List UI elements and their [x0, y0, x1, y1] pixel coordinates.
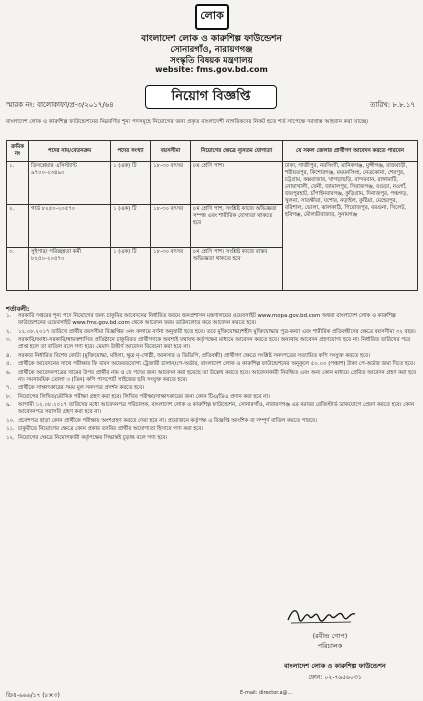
- signatory-phone: ফোন: ০২-৭৬৫৬০৩১: [308, 674, 362, 681]
- notice-date: তারিখ: ৮.৮.১৭: [370, 101, 415, 109]
- condition-item: [6, 385, 418, 392]
- table-header: ক্রমিক নং: [7, 141, 29, 162]
- condition-text: সরকারি/আধা-সরকারি/স্বায়ত্তশাসিত প্রতিষ্ঠানে চাকুরিরত প্রার্থীগণকে অবশ্যই যথাযথ কর্তৃপক্ষের মাধ্যমে আবেদন করতে হবে। অন্যথায় আবেদন গ্রহণযোগ্য হবে না। নির্ধারিত তারিখের পরে প্রাপ্ত হলে তা বাতিল বলে গণ্য হবে। মেয়াদ উত্তীর্ণ আবেদন বিবেচনা করা হবে না।: [18, 337, 411, 350]
- conditions-list: [6, 313, 418, 443]
- table-cell: ১ (এক) টি: [111, 162, 151, 205]
- condition-number: ১.: [6, 313, 12, 319]
- signatory-name: (রবীন্দ্র গোপ): [312, 632, 348, 640]
- table-cell: ১৮-৩০ বৎসর: [151, 162, 191, 205]
- table-cell: ৮ম শ্রেণি পাশ।: [191, 162, 283, 205]
- ministry-name: সংস্কৃতি বিষয়ক মন্ত্রণালয়: [170, 56, 253, 66]
- condition-number: ৯.: [6, 402, 12, 408]
- condition-text: সরকারি দপ্তরের শূন্য পদে নিয়োগের জন্য চাকুরির আবেদনের নির্ধারিত ফরমে জনপ্রশাসন মন্ত্রণালয়ের ওয়েবসাইট www.mopa.gov.bd.com অথবা বাংলাদেশ লোক ও কারুশিল্প ফাউন্ডেশনের ওয়েবসাইট www.fms.gov.bd.com থেকে আবেদন ফরম ডাউনলোড করে আবেদন করতে হবে।: [18, 313, 396, 326]
- condition-text: চাকুরীতে নিয়োগের ক্ষেত্রে কোন প্রকার তদবির প্রার্থীর অযোগ্যতা হিসাবে গণ্য করা হবে।: [18, 426, 204, 432]
- condition-item: [6, 394, 418, 401]
- condition-item: [6, 337, 418, 351]
- foundation-logo: [195, 4, 229, 30]
- condition-number: ৩.: [6, 337, 12, 343]
- table-header: পদের সংখ্যা: [111, 141, 151, 162]
- table-header-row: [7, 141, 418, 162]
- table-cell: ৩.: [7, 248, 29, 291]
- condition-text: প্রবেশপত্র ছাড়া কোন প্রার্থীকে পরীক্ষায় অংশগ্রহণ করতে দেয়া হবে না। প্রয়োজনে কর্তৃপক্ষ এ বিজ্ঞপ্তি আংশিক বা সম্পূর্ণ বাতিল করতে পারবে।: [18, 417, 317, 424]
- handwritten-signature: [285, 604, 357, 626]
- condition-number: ৭.: [6, 385, 12, 391]
- table-cell: ১ (এক) টি: [111, 248, 151, 291]
- org-name: বাংলাদেশ লোক ও কারুশিল্প ফাউন্ডেশন: [141, 34, 282, 44]
- contact-email: E-mail: director.a@...: [240, 690, 293, 696]
- condition-item: [6, 313, 418, 327]
- table-cell: ৮ম শ্রেণি পাশ। সংশ্লিষ্ট কাজে বাস্তব অভিজ্ঞতা থাকতে হবে: [191, 248, 283, 291]
- condition-item: [6, 418, 418, 425]
- condition-item: [6, 329, 418, 336]
- memo-number: স্মারক নং: বালোকাফা/প্র-৩/২০১৭/৬৪: [6, 101, 114, 109]
- eligible-districts: ঢাকা, গাজীপুর, নরসিংদী, মানিকগঞ্জ, মুন্সীগঞ্জ, রাজবাড়ী, শরীয়তপুর, কিশোরগঞ্জ, ময়মনসিংহ, নেত্রকোনা, শেরপুর, চট্টগ্রাম, কক্সবাজার, খাগড়াছড়ি, বান্দরবান, রাঙ্গামাটি, নোয়াখালী, ফেনী, জামালপুর, সিরাজগঞ্জ, বগুড়া, নওগাঁ, জয়পুরহাট, চাঁপাইনবাবগঞ্জ, কুড়িগ্রাম, দিনাজপুর, পঞ্চগড়, খুলনা, সাতক্ষীরা, যশোর, নড়াইল, কুষ্টিয়া, মেহেরপুর, বরিশাল, ভোলা, ঝালকাঠি, পিরোজপুর, বরগুনা, সিলেট, হবিগঞ্জ, মৌলভীবাজার, সুনামগঞ্জ: [283, 162, 418, 291]
- table-row: [7, 162, 418, 205]
- condition-number: ৮.: [6, 393, 12, 400]
- advertisement-code: ডিএ-৬৬৬/১৭ (৮×৩): [6, 692, 60, 699]
- condition-number: ৫.: [6, 361, 12, 367]
- org-location: সোনারগাঁও, নারায়ণগঞ্জ: [170, 45, 253, 55]
- condition-item: [6, 361, 418, 368]
- intro-text: বাংলাদেশ লোক ও কারুশিল্প ফাউন্ডেশনের নিম্নবর্ণিত শূন্য পদসমূহে নিয়োগের জন্য প্রকৃত বাংলাদেশী নাগরিকদের নিকট হতে শর্ত সাপেক্ষে দরখাস্ত আহবান করা যাচ্ছে।: [6, 119, 369, 125]
- condition-text: ১২.০৮.২০১৭ তারিখে প্রার্থীর বয়সসীমা বিজ্ঞপ্তির ৩নং কলামে বর্ণনা অনুযায়ী হতে হবে। তবে মুক্তিযোদ্ধা/শহীদ মুক্তিযোদ্ধার পুত্র-কন্যা এবং শারীরিক প্রতিবন্ধীদের ক্ষেত্রে বয়সসীমা ৩২ বছর।: [18, 328, 416, 335]
- logo-text: লোক: [200, 9, 224, 22]
- condition-item: [6, 426, 418, 433]
- website: website: fms.gov.bd.com: [155, 65, 268, 74]
- table-cell: ডিসপ্লেয়ার এসিস্ট্যান্ট ৯৭০০-২৩৪৯০: [29, 162, 111, 205]
- condition-number: ৪.: [6, 352, 12, 359]
- condition-text: আগামী ১২.০৮.২০১৭ তারিখের মধ্যে আবেদনপত্র পরিচালক, বাংলাদেশ লোক ও কারুশিল্প ফাউন্ডেশন, সোনারগাঁও, নারায়ণগঞ্জ এর বরাবর রেজিস্টার্ড ডাকযোগে প্রেরণ করতে হবে। কোন আবেদনপত্র সরাসরি গ্রহণ করা হবে না।: [18, 402, 415, 415]
- condition-item: [6, 370, 418, 384]
- vacancy-table: [6, 140, 418, 291]
- condition-text: সরকার নির্ধারিত বিশেষ কোটা (মুক্তিযোদ্ধা, মহিলা, ক্ষুদ্র নৃ-গোষ্ঠী, আনসার ও ভিডিপি, প্রতিবন্ধী) প্রার্থীগণ ক্ষেত্রে সংশ্লিষ্ট সনদপত্রের সত্যায়িত কপি সংযুক্ত করতে হবে।: [18, 352, 370, 359]
- conditions-title: শর্তাবলী:: [6, 305, 30, 313]
- condition-text: নিয়োগের ক্ষেত্রে নিয়োগকারী কর্তৃপক্ষের সিদ্ধান্তই চূড়ান্ত বলে গণ্য হবে।: [18, 434, 168, 441]
- condition-number: ১০.: [6, 417, 15, 424]
- condition-number: ১১.: [6, 426, 15, 432]
- table-cell: ৮ম শ্রেণি পাশ, সংশ্লিষ্ট কাজে অভিজ্ঞতা সম্পন্ন এবং শারীরিক যোগ্যতা থাকতে হবে: [191, 205, 283, 248]
- condition-item: [6, 402, 418, 416]
- table-header: নিয়োগের ক্ষেত্রে ন্যূনতম যোগ্যতা: [191, 141, 283, 162]
- notice-title: নিয়োগ বিজ্ঞপ্তি: [145, 85, 277, 109]
- table-cell: ১ (এক) টি: [111, 205, 151, 248]
- condition-item: [6, 353, 418, 360]
- condition-number: ২.: [6, 328, 12, 335]
- table-cell: ১৮-৩০ বৎসর: [151, 205, 191, 248]
- signatory-title: পরিচালক: [317, 642, 343, 650]
- condition-number: ৬.: [6, 369, 12, 376]
- table-cell: সুইপার/ পরিচ্ছন্নতা কর্মী ৮২৫০-২০৫৭০: [29, 248, 111, 291]
- condition-item: [6, 435, 418, 442]
- table-header: বয়সসীমা: [151, 141, 191, 162]
- table-header: যে সকল জেলার প্রার্থীগণ আবেদন করতে পারবেন: [283, 141, 418, 162]
- signatory-org: বাংলাদেশ লোক ও কারুশিল্প ফাউন্ডেশন: [284, 662, 386, 670]
- table-cell: ১.: [7, 162, 29, 205]
- table-cell: ১৮-৩০ বৎসর: [151, 248, 191, 291]
- condition-text: প্রার্থীকে আবেদনের সাথে পরীক্ষার ফি বাবদ অফেরতযোগ্য ট্রেজারী চালান/পে-অর্ডার, বাংলাদেশ লোক ও কারুশিল্প ফাউন্ডেশনের অনুকূলে ৫০.০০ (পঞ্চাশ) টাকা পে-অর্ডার জমা দিতে হবে।: [18, 361, 415, 367]
- table-cell: ২.: [7, 205, 29, 248]
- condition-text: প্রার্থীকে সাক্ষাৎকারের সময় মূল সনদপত্র প্রদর্শন করতে হবে।: [18, 385, 145, 391]
- table-cell: গার্ড ৮২৫০-২০৫৭০: [29, 205, 111, 248]
- condition-number: ১২.: [6, 434, 15, 441]
- condition-text: নিয়োগের লিখিত/মৌখিক পরীক্ষা গ্রহণ করা হবে। লিখিত পরীক্ষা/সাক্ষাৎকারের জন্য কোন টিএ/ডিএ প্রদান করা হবে না।: [18, 393, 270, 400]
- condition-text: প্রার্থীকে আবেদনপত্রের খামের উপর প্রার্থীর নাম ও যে পদের জন্য আবেদন করা হয়েছে তা উল্লেখ করতে হবে। আবেদনকারী নিবন্ধিত এবং অন্য কোন মাধ্যমে প্রেরিত আবেদন গ্রহণ করা হবে না। সমসাময়িক তোলা ৩ (তিন) কপি পাসপোর্ট সাইজের ছবি সংযুক্ত করতে হবে।: [18, 369, 417, 383]
- table-header: পদের নাম/বেতনক্রম: [29, 141, 111, 162]
